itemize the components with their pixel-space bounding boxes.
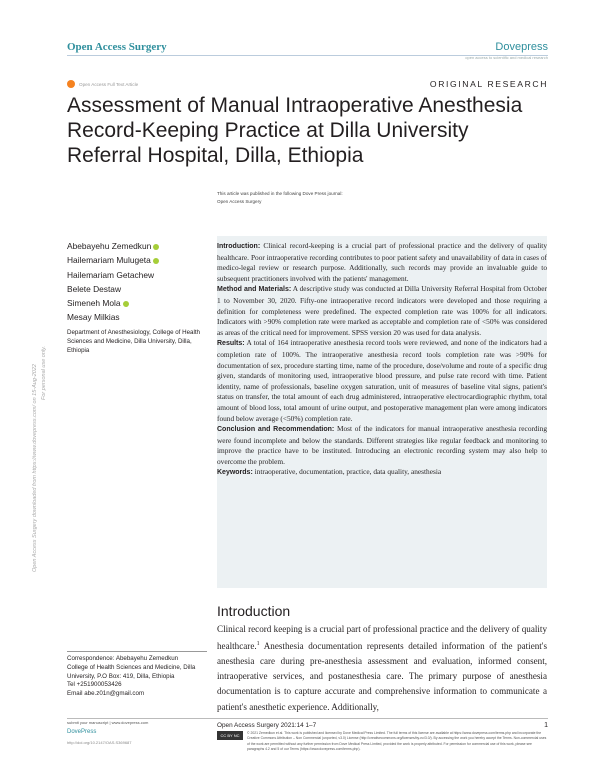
- author[interactable]: Mesay Milkias: [67, 312, 120, 323]
- abstract-methods: Method and Materials: A descriptive study was conducted at Dilla University Referral Hospital from October 1 to November 30, 2020. Fifty-one intraoperative record indicators were developed and those requiring a definition for completeness were predefined. The expected completion rate was 100% for all indicators. Indicators with >90% completion rate were marked as acceptable and completion rate of <50% was considered as areas of the critical need for improvement. SPSS version 20 was used for data analysis.: [217, 284, 547, 337]
- publication-note-journal: Open Access Surgery: [217, 199, 262, 204]
- abstract-keywords: Keywords: intraoperative, documentation, practice, data quality, anesthesia: [217, 467, 442, 477]
- abstract-box: [217, 236, 547, 588]
- correspondence-name: Correspondence: Abebayehu Zemedkun: [67, 655, 179, 662]
- license-text: © 2021 Zemedkun et al. This work is published and licensed by Dove Medical Press Limited. The full terms of this license are available at https://www.dovepress.com/terms.php and incorporate the Creative Commons Attribution – Non Commercial (unported, v3.0) License (http://creativecommons.org/licenses/by-nc/3.0/). By accessing the work you hereby accept the Terms. Non-commercial uses of the work are permitted without any further permission from Dove Medical Press Limited, provided the work is properly attributed. For permission for commercial use of this work, please see paragraphs 4.2 and 5 of our Terms (https://www.dovepress.com/terms.php).: [247, 731, 547, 751]
- section-heading: Introduction: [217, 603, 291, 619]
- publication-note: [217, 190, 343, 206]
- article-title: Assessment of Manual Intraoperative Anesthesia Record-Keeping Practice at Dilla University Referral Hospital, Dilla, Ethiopia: [67, 94, 523, 167]
- download-watermark-text: Open Access Surgery downloaded from https://www.dovepress.com/ on 15-Aug-2022: [32, 364, 38, 572]
- correspondence-tel: Tel +251900053426: [67, 681, 122, 689]
- abstract-introduction: Introduction: Clinical record-keeping is a crucial part of professional practice and the delivery of quality healthcare. Poor intraoperative recording contributes to poor patient safety and unavailability of data in cases of medico-legal review or research purpose. Additionally, such records may provide an invaluable guide to subsequent practitioners involved with the patients' management.: [217, 241, 547, 283]
- article-type: ORIGINAL RESEARCH: [429, 79, 548, 89]
- journal-name: Open Access Surgery: [67, 41, 167, 53]
- open-access-label: [67, 80, 138, 88]
- abstract-text: [217, 241, 547, 479]
- affiliation: Department of Anesthesiology, College of Health Sciences and Medicine, Dilla University, Dilla, Ethiopia: [67, 329, 200, 354]
- abstract-conclusion: Conclusion and Recommendation: Most of the indicators for manual intraoperative anesthesia recording were found incomplete and below the standards. Different strategies like regular feedback and monitoring to improve the practice have to be instituted. Introducing an electronic recording system may also help to overcome the problem.: [217, 424, 547, 466]
- footer-divider: [67, 718, 548, 719]
- correspondence-block: [67, 655, 207, 699]
- reference-link[interactable]: 1: [256, 641, 260, 648]
- footer-journal-citation: Open Access Surgery 2021:14 1–7: [217, 722, 317, 729]
- author[interactable]: Abebayehu Zemedkun: [67, 239, 159, 253]
- license-block: [217, 731, 547, 752]
- abstract-results: Results: A total of 164 intraoperative anesthesia record tools were reviewed, and none of the indicators had a completion rate of 100%. The intraoperative anesthesia record tools completion rate was >90% for documentation of sex, procedure starting time, name of the procedure, dose/volume and route of a specific drug given, standards of monitoring used, intraoperative blood pressure, and pulse rate record with time. Patient identity, name of professionals, baseline oxygen saturation, unit of measures of baseline vital signs, patient's status on transfer, the total amount of each drug administered, intraoperative electrocardiographic rhythm, total amount of blood loss, total amount of urine output, and postoperative management plan were among indicators found below average (<50%) completion rate.: [217, 338, 547, 423]
- author[interactable]: Simeneh Mola: [67, 296, 159, 310]
- correspondence-email[interactable]: Email abe.z01n@gmail.com: [67, 690, 145, 698]
- dovepress-footer-logo: DovePress: [67, 729, 97, 735]
- cc-license-icon[interactable]: CC BY NC: [217, 731, 243, 740]
- correspondence-address: College of Health Sciences and Medicine, Dilla University, P.O Box: 419, Dilla, Ethiopia: [67, 663, 196, 680]
- author[interactable]: Hailemariam Mulugeta: [67, 253, 159, 267]
- correspondence-divider: [67, 651, 207, 652]
- publisher-logo: Dovepress: [495, 41, 548, 53]
- download-watermark: [12, 170, 52, 590]
- author[interactable]: Belete Destaw: [67, 283, 121, 294]
- page-number: 1: [544, 722, 548, 729]
- publisher-tagline: open access to scientific and medical research: [465, 55, 548, 60]
- author[interactable]: Hailemariam Getachew: [67, 269, 155, 280]
- orcid-icon[interactable]: [123, 301, 129, 307]
- introduction-paragraph: Clinical record keeping is a crucial part of professional practice and the delivery of quality healthcare.$^1$ Anesthesia documentation represents detailed information of the patient's anesthesia care during pre-anesthesia assessment and evaluation, informed consent, intraoperative services, and postanesthesia care. The primary purpose of anesthesia documentation is to capture accurate and comprehensive information to communicate a patient's anesthetic experience. Additionally,: [217, 624, 547, 712]
- open-access-icon: [67, 80, 75, 88]
- header-divider: [67, 55, 548, 56]
- submit-manuscript-link[interactable]: submit your manuscript | www.dovepress.com: [67, 720, 149, 725]
- orcid-icon[interactable]: [153, 244, 159, 250]
- doi-link[interactable]: http://doi.org/10.2147/OAS.S369687: [67, 740, 132, 745]
- author-list: [67, 239, 159, 325]
- publication-note-line1: This article was published in the following Dove Press journal:: [217, 191, 343, 196]
- orcid-icon[interactable]: [153, 258, 159, 264]
- personal-use-text: For personal use only.: [41, 345, 47, 400]
- open-access-text: Open Access Full Text Article: [79, 81, 139, 87]
